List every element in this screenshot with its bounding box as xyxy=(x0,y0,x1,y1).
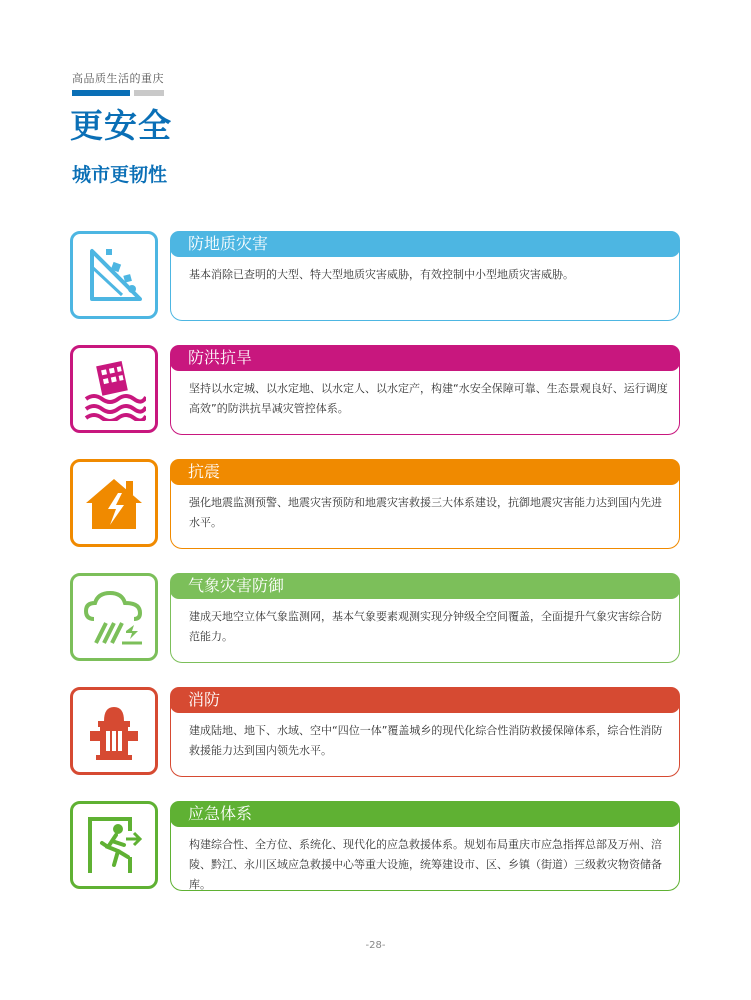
item-body xyxy=(170,817,680,891)
item-emergency xyxy=(70,801,682,896)
page-title: 更安全 xyxy=(70,106,172,145)
section-title: 城市更韧性 xyxy=(72,164,168,186)
icon-frame xyxy=(70,459,158,547)
item-body xyxy=(170,589,680,663)
item-title: 应急体系 xyxy=(170,801,680,827)
bar-blue xyxy=(72,90,130,96)
emergency-exit-icon xyxy=(82,813,146,877)
item-flood xyxy=(70,345,682,440)
weather-icon xyxy=(82,585,146,649)
item-text: 基本消除已查明的大型、特大型地质灾害威胁，有效控制中小型地质灾害威胁。 xyxy=(189,268,574,281)
item-title: 防地质灾害 xyxy=(170,231,680,257)
item-geological xyxy=(70,231,682,326)
icon-frame xyxy=(70,687,158,775)
item-title: 防洪抗旱 xyxy=(170,345,680,371)
item-body xyxy=(170,361,680,435)
item-text: 强化地震监测预警、地震灾害预防和地震灾害救援三大体系建设，抗御地震灾害能力达到国内先进水平。 xyxy=(189,496,662,529)
item-title: 抗震 xyxy=(170,459,680,485)
icon-frame xyxy=(70,345,158,433)
bar-gray xyxy=(134,90,164,96)
item-text: 坚持以水定城、以水定地、以水定人、以水定产，构建“水安全保障可靠、生态景观良好、运行调度高效”的防洪抗旱减灾管控体系。 xyxy=(189,382,668,415)
landslide-icon xyxy=(82,243,146,307)
item-title: 气象灾害防御 xyxy=(170,573,680,599)
item-text: 构建综合性、全方位、系统化、现代化的应急救援体系。规划布局重庆市应急指挥总部及万州、涪陵、黔江、永川区域应急救援中心等重大设施，统筹建设市、区、乡镇（街道）三级救灾物资储备库。 xyxy=(189,838,662,891)
item-text: 建成陆地、地下、水域、空中“四位一体”覆盖城乡的现代化综合性消防救援保障体系，综合性消防救援能力达到国内领先水平。 xyxy=(189,724,663,757)
item-body xyxy=(170,703,680,777)
icon-frame xyxy=(70,573,158,661)
item-title: 消防 xyxy=(170,687,680,713)
icon-frame xyxy=(70,231,158,319)
item-fire xyxy=(70,687,682,782)
item-body xyxy=(170,475,680,549)
supertitle: 高品质生活的重庆 xyxy=(72,72,164,85)
icon-frame xyxy=(70,801,158,889)
earthquake-house-icon xyxy=(82,471,146,535)
item-earthquake xyxy=(70,459,682,554)
flood-icon xyxy=(82,357,146,421)
fire-hydrant-icon xyxy=(82,699,146,763)
page-number: -28- xyxy=(365,940,386,951)
item-weather xyxy=(70,573,682,668)
item-body xyxy=(170,247,680,321)
title-bars xyxy=(72,90,164,96)
item-text: 建成天地空立体气象监测网，基本气象要素观测实现分钟级全空间覆盖，全面提升气象灾害综合防范能力。 xyxy=(189,610,662,643)
